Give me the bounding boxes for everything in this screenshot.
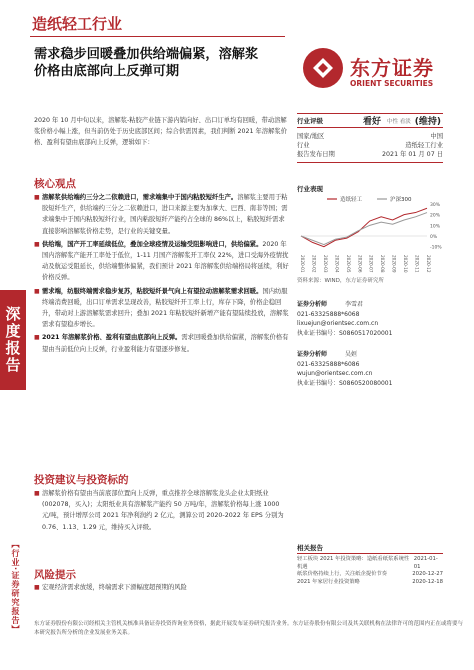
rating-row bbox=[297, 113, 443, 128]
x-tick-label: 2020-08 bbox=[380, 255, 386, 273]
analyst-label: 证券分析师 bbox=[297, 301, 328, 308]
disclaimer: 东方证券股份有限公司经相关主管机关核准具备证券投资咨询业务资格，据此开展发布证券研究报告业务。东方证券股份有限公司及其关联机构在法律许可的范围内正在或将要与本研究报告所分析的企业发展业务关系。 bbox=[34, 621, 464, 636]
analyst-name: 吴姮 bbox=[345, 351, 358, 358]
analyst-name: 李雪君 bbox=[345, 301, 364, 308]
related-date: 2021-01-01 bbox=[413, 556, 438, 570]
invest-text: 溶解浆价格有望由当前底部位置向上反弹，重点推荐全球溶解浆龙头企业太阳纸业(002078，买入)；太阳纸业具有溶解浆产能约 50 万吨/年，溶解浆价格每上涨 1000 元/吨，预计增厚公司 2021 年净利润约 2 亿元，测算公司 2020-2022 年 EPS 分别为 0.76、1.13、1.29 元，维持买入评级。 bbox=[42, 490, 284, 531]
series-line-2 bbox=[301, 213, 427, 245]
legend-label: 造纸轻工 bbox=[340, 197, 363, 203]
analyst-2 bbox=[297, 350, 443, 388]
bullet-1 bbox=[34, 192, 289, 237]
rating-maintain: (维持) bbox=[414, 117, 441, 127]
performance-chart-svg bbox=[297, 194, 443, 274]
bullet-2 bbox=[34, 239, 289, 284]
bullet-2-text: 2020 年国内溶解浆产能开工率处于低位，1-11 月国产溶解浆开工率仅 22%，进口受海外疫情扰动及航运受阻延长，供给端整体偏紧，我们预计 2021 年溶解浆供给端格局将延续，利好价格反弹。 bbox=[42, 240, 289, 282]
analyst-email[interactable]: wujun@orientsec.com.cn bbox=[297, 370, 373, 377]
rating-alternatives: 中性 看淡 bbox=[387, 118, 411, 125]
report-meta bbox=[297, 132, 443, 159]
bullet-1-text: 溶解浆主要用于粘胶短纤生产，供给端约三分之二依赖进口，进口来源主要为加拿大、巴西、南非等国；需求端集中于国内粘胶短纤行业，国内粘胶短纤产能约占全球的 86%以上，粘胶短纤需求直接影响溶解浆价格走势，是行业的关键变量。 bbox=[42, 194, 288, 235]
risk-section bbox=[34, 582, 289, 595]
logo-english: ORIENT SECURITIES bbox=[350, 79, 434, 88]
meta-row-region bbox=[297, 132, 443, 141]
x-tick-label: 2020-04 bbox=[334, 255, 340, 273]
meta-divider bbox=[297, 162, 443, 163]
core-bullets bbox=[34, 192, 289, 357]
y-tick-label: 0% bbox=[430, 235, 438, 240]
report-title bbox=[34, 46, 289, 80]
y-tick-label: 10% bbox=[430, 224, 441, 230]
analyst-email[interactable]: lixuejun@orientsec.com.cn bbox=[297, 320, 379, 327]
chart-heading: 行业表现 bbox=[297, 185, 323, 193]
related-date: 2020-12-27 bbox=[412, 571, 443, 577]
bullet-2-bold: 供给端，国产开工率延续低位，叠加全球疫情及运输受阻影响进口，供给偏紧。 bbox=[42, 240, 263, 248]
rating-label: 行业评级 bbox=[297, 117, 323, 125]
x-tick-label: 2020-01 bbox=[300, 255, 305, 273]
meta-key: 报告发布日期 bbox=[297, 151, 335, 158]
bullet-4-bold: 2021 年溶解浆价格、盈利有望由底部向上反弹。 bbox=[42, 334, 182, 342]
y-tick-label: -10% bbox=[430, 245, 442, 251]
x-tick-label: 2020-02 bbox=[311, 255, 317, 273]
meta-row-industry bbox=[297, 141, 443, 150]
meta-value: 2021 年 01 月 07 日 bbox=[382, 151, 443, 158]
intro-paragraph: 2020 年 10 月中旬以来，溶解浆-粘胶产业链下游内销向好、出口订单均有回暖，带动溶解浆价格小幅上涨，但当前仍处于历史底部区间；综合供需因素，我们判断 2021 年溶解浆价格、盈利有望由底部向上反弹，逻辑如下： bbox=[34, 117, 288, 146]
bullet-1-bold: 溶解浆供给端约三分之二依赖进口，需求端集中于国内粘胶短纤生产。 bbox=[42, 194, 238, 201]
bullet-3-text: 国内纺服终端消费回暖，出口订单需求呈现改善，粘胶短纤开工率上行，库存下降，价格企稳回升，带动对上游溶解浆需求回升；叠加 2021 年粘胶短纤新增产能有望陆续投放，溶解浆需求有望稳步增长。 bbox=[42, 287, 289, 329]
invest-bullet bbox=[34, 488, 289, 533]
analyst-cert: 执业证书编号：S0860517020001 bbox=[297, 329, 393, 337]
analyst-label: 证券分析师 bbox=[297, 351, 328, 358]
logo-chinese: 东方证券 bbox=[350, 56, 434, 80]
y-tick-label: 20% bbox=[430, 213, 441, 219]
core-heading: 核心观点 bbox=[34, 178, 76, 190]
x-tick-label: 2020-03 bbox=[322, 255, 328, 273]
invest-section bbox=[34, 488, 289, 535]
related-title: 2021 年家居行业投资策略 bbox=[297, 578, 360, 585]
bullet-3 bbox=[34, 286, 289, 331]
related-title: 轻工板块 2021 年投资策略：造纸看纸浆系统性机遇 bbox=[297, 556, 410, 570]
bullet-3-bold: 需求端，纺服终端需求稳步复苏，粘胶短纤景气向上有望拉动溶解浆需求回暖。 bbox=[42, 287, 263, 295]
related-title: 纸浆价格持续上行，关注纸企提价节奏 bbox=[297, 571, 388, 577]
related-item[interactable] bbox=[297, 556, 443, 571]
x-tick-label: 2020-07 bbox=[368, 255, 374, 273]
meta-value: 中国 bbox=[430, 133, 443, 140]
related-item[interactable] bbox=[297, 571, 443, 579]
header-divider bbox=[30, 36, 285, 37]
x-tick-label: 2020-12 bbox=[426, 255, 431, 273]
bullet-4 bbox=[34, 332, 289, 354]
related-date: 2020-12-18 bbox=[412, 578, 443, 585]
performance-chart bbox=[297, 194, 443, 274]
chart-source: 资料来源：WIND，东方证券研究所 bbox=[297, 278, 384, 284]
analyst-phone: 021-63325888*6086 bbox=[297, 360, 360, 368]
company-logo bbox=[303, 48, 463, 96]
meta-row-date bbox=[297, 150, 443, 159]
legend-label: 沪深300 bbox=[390, 197, 412, 203]
x-tick-label: 2020-11 bbox=[414, 255, 420, 273]
orient-logo-icon bbox=[303, 48, 343, 88]
meta-value: 造纸轻工行业 bbox=[405, 142, 443, 149]
rating-value: 看好 bbox=[363, 117, 382, 127]
related-reports bbox=[297, 556, 443, 586]
title-line-2: 价格由底部向上反弹可期 bbox=[34, 64, 180, 79]
related-heading: 相关报告 bbox=[297, 544, 323, 552]
bullet-4-text: 需求回暖叠加供给偏紧，溶解浆价格有望由当前低位向上反弹，行业盈利能力有望逐步修复。 bbox=[42, 334, 289, 353]
x-tick-label: 2020-10 bbox=[403, 255, 409, 273]
analyst-1 bbox=[297, 300, 443, 338]
title-line-1: 需求稳步回暖叠加供给端偏紧，溶解浆 bbox=[34, 47, 259, 62]
analyst-phone: 021-63325888*6068 bbox=[297, 310, 360, 318]
risk-text: 宏观经济需求放缓，终端需求下滑幅度超预期的风险 bbox=[42, 584, 187, 591]
meta-key: 国家/地区 bbox=[297, 133, 325, 140]
y-tick-label: 30% bbox=[430, 203, 441, 208]
meta-key: 行业 bbox=[297, 142, 310, 149]
risk-heading: 风险提示 bbox=[34, 569, 76, 581]
report-type-tag: 深度报告 bbox=[0, 290, 26, 390]
x-tick-label: 2020-06 bbox=[357, 255, 363, 273]
related-divider bbox=[297, 553, 443, 554]
sidebar bbox=[0, 0, 26, 670]
related-item[interactable] bbox=[297, 579, 443, 587]
analyst-cert: 执业证书编号：S0860520080001 bbox=[297, 379, 393, 387]
x-tick-label: 2020-05 bbox=[345, 255, 351, 273]
risk-bullet bbox=[34, 582, 289, 593]
report-category-label: 【行业·证券研究报告】 bbox=[11, 540, 20, 635]
x-tick-label: 2020-09 bbox=[391, 255, 397, 273]
industry-heading: 造纸轻工行业 bbox=[32, 15, 123, 33]
invest-heading: 投资建议与投资标的 bbox=[34, 474, 129, 486]
